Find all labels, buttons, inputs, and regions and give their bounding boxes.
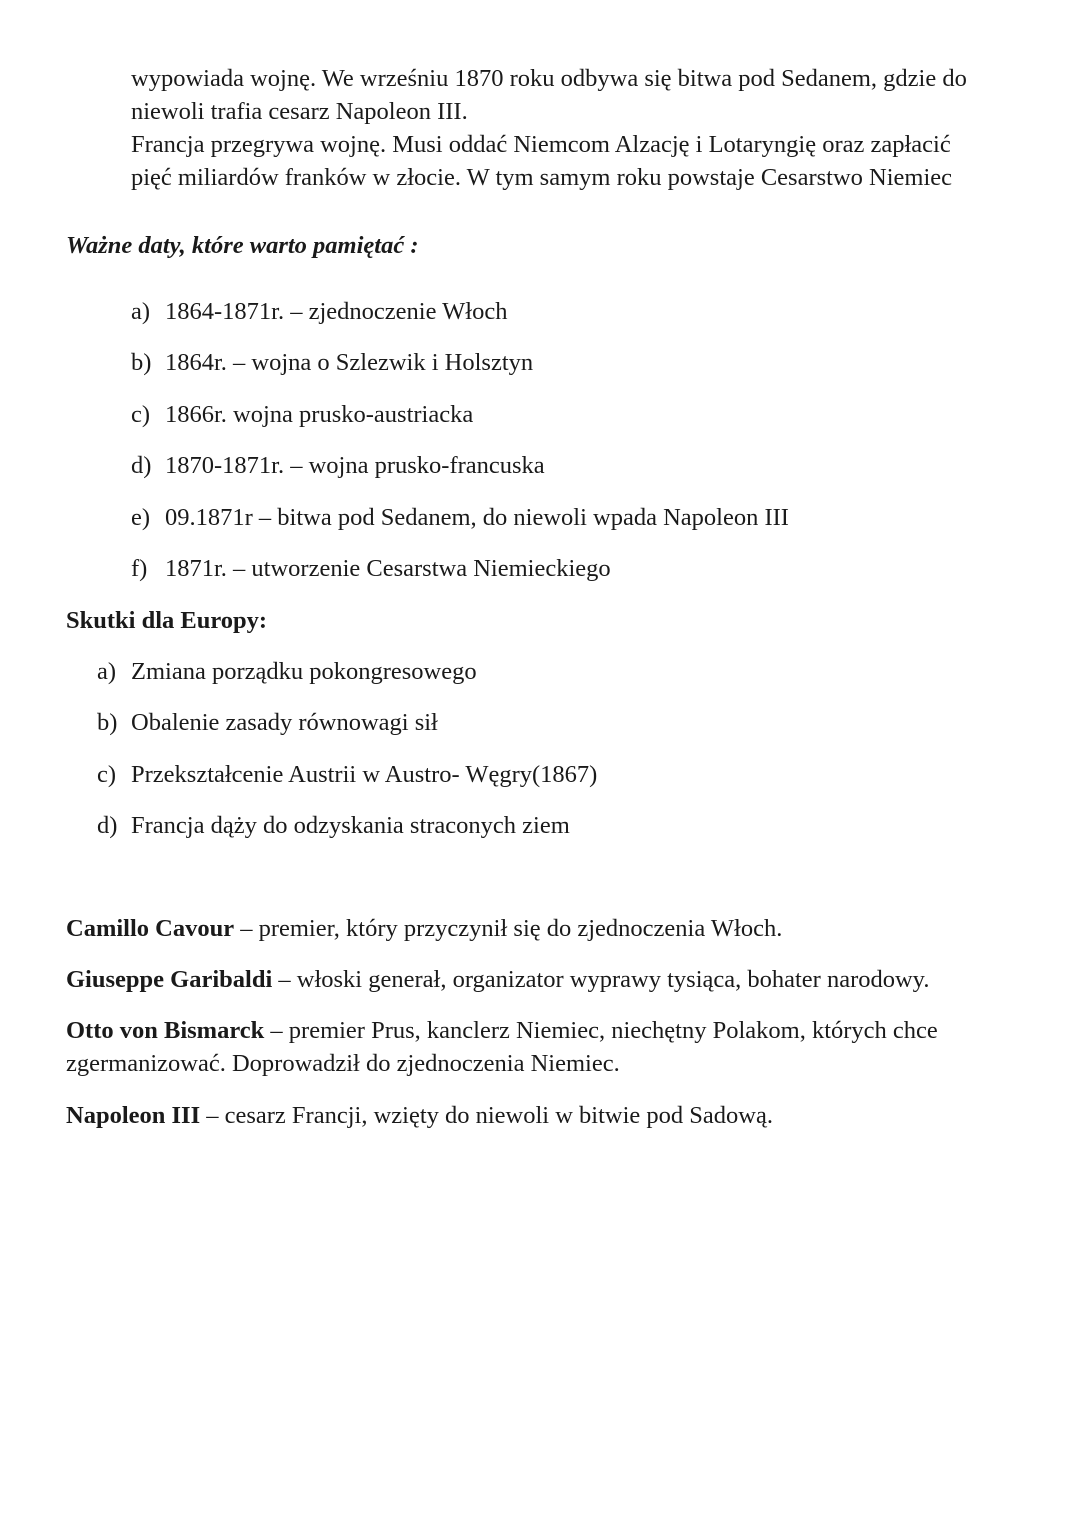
list-item-text: 1864-1871r. – zjednoczenie Włoch (165, 298, 508, 325)
person-entry (66, 963, 929, 996)
list-marker: b) (97, 709, 118, 736)
list-item (131, 501, 789, 534)
list-item-text: 1871r. – utworzenie Cesarstwa Niemieckiego (165, 555, 611, 582)
person-description: – premier Prus, kanclerz Niemiec, niechętny Polakom, których chce (264, 1017, 938, 1044)
list-marker: c) (97, 761, 117, 788)
list-marker: d) (131, 452, 152, 479)
list-item (131, 295, 507, 328)
list-item (131, 552, 611, 585)
list-item-text: Zmiana porządku pokongresowego (131, 658, 477, 685)
person-entry (66, 1099, 773, 1132)
person-entry (66, 912, 782, 945)
list-marker: f) (131, 555, 148, 582)
person-name: Napoleon III (66, 1102, 201, 1129)
person-entry (66, 1014, 938, 1080)
intro-line: Francja przegrywa wojnę. Musi oddać Niemcom Alzację i Lotaryngię oraz zapłacić (131, 131, 951, 158)
list-item-text: 09.1871r – bitwa pod Sedanem, do niewoli wpada Napoleon III (165, 504, 789, 531)
person-name: Giuseppe Garibaldi (66, 966, 273, 993)
dates-heading: Ważne daty, które warto pamiętać : (66, 232, 419, 259)
effects-heading: Skutki dla Europy: (66, 607, 268, 634)
list-item (97, 809, 570, 842)
list-marker: b) (131, 349, 152, 376)
list-item (131, 346, 533, 379)
list-item (131, 449, 545, 482)
list-item (97, 758, 597, 791)
intro-line: wypowiada wojnę. We wrześniu 1870 roku odbywa się bitwa pod Sedanem, gdzie do (131, 65, 967, 92)
list-item-text: 1870-1871r. – wojna prusko-francuska (165, 452, 545, 479)
list-item-text: Przekształcenie Austrii w Austro- Węgry(1867) (131, 761, 598, 788)
list-marker: e) (131, 504, 151, 531)
list-item-text: 1864r. – wojna o Szlezwik i Holsztyn (165, 349, 534, 376)
list-marker: c) (131, 401, 151, 428)
person-description: – cesarz Francji, wzięty do niewoli w bitwie pod Sadową. (200, 1102, 773, 1129)
list-item (97, 706, 438, 739)
intro-paragraph (131, 62, 967, 194)
list-item (131, 398, 473, 431)
person-name: Camillo Cavour (66, 915, 235, 942)
list-item-text: Obalenie zasady równowagi sił (131, 709, 438, 736)
person-description: – premier, który przyczynił się do zjednoczenia Włoch. (234, 915, 783, 942)
intro-line: niewoli trafia cesarz Napoleon III. (131, 98, 468, 125)
list-item-text: 1866r. wojna prusko-austriacka (165, 401, 474, 428)
list-marker: a) (131, 298, 151, 325)
person-description: – włoski generał, organizator wyprawy tysiąca, bohater narodowy. (272, 966, 930, 993)
list-item (97, 655, 477, 688)
person-description-continued: zgermanizować. Doprowadził do zjednoczenia Niemiec. (66, 1050, 620, 1077)
list-marker: d) (97, 812, 118, 839)
person-name: Otto von Bismarck (66, 1017, 265, 1044)
list-item-text: Francja dąży do odzyskania straconych ziem (131, 812, 570, 839)
list-marker: a) (97, 658, 117, 685)
intro-line: pięć miliardów franków w złocie. W tym samym roku powstaje Cesarstwo Niemiec (131, 164, 953, 191)
